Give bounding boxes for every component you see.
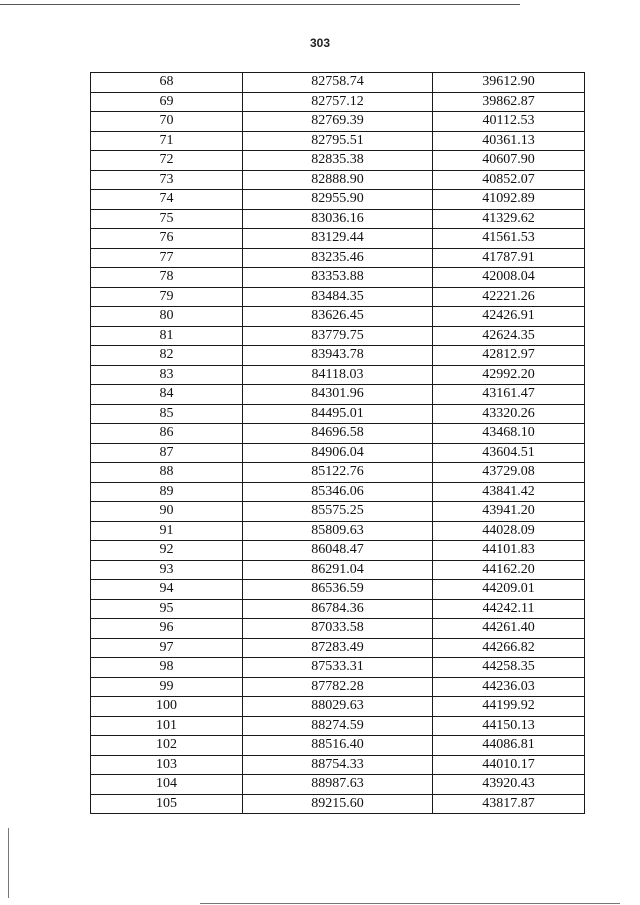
point-number-cell: 71 <box>91 131 243 151</box>
table-row <box>91 619 585 639</box>
table-row <box>91 73 585 93</box>
y-coordinate-cell: 42624.35 <box>433 326 585 346</box>
y-coordinate-cell: 44242.11 <box>433 599 585 619</box>
y-coordinate-cell: 43604.51 <box>433 443 585 463</box>
x-coordinate-cell: 83779.75 <box>243 326 433 346</box>
table-row <box>91 463 585 483</box>
point-number-cell: 92 <box>91 541 243 561</box>
table-row <box>91 599 585 619</box>
table-row <box>91 112 585 132</box>
x-coordinate-cell: 84118.03 <box>243 365 433 385</box>
y-coordinate-cell: 42426.91 <box>433 307 585 327</box>
y-coordinate-cell: 44258.35 <box>433 658 585 678</box>
point-number-cell: 75 <box>91 209 243 229</box>
point-number-cell: 97 <box>91 638 243 658</box>
point-number-cell: 83 <box>91 365 243 385</box>
point-number-cell: 78 <box>91 268 243 288</box>
point-number-cell: 79 <box>91 287 243 307</box>
x-coordinate-cell: 83484.35 <box>243 287 433 307</box>
y-coordinate-cell: 42992.20 <box>433 365 585 385</box>
table-row <box>91 677 585 697</box>
table-row <box>91 482 585 502</box>
x-coordinate-cell: 82835.38 <box>243 151 433 171</box>
top-border-line <box>0 4 520 5</box>
x-coordinate-cell: 83943.78 <box>243 346 433 366</box>
table-row <box>91 287 585 307</box>
y-coordinate-cell: 44236.03 <box>433 677 585 697</box>
x-coordinate-cell: 88274.59 <box>243 716 433 736</box>
y-coordinate-cell: 44150.13 <box>433 716 585 736</box>
y-coordinate-cell: 43468.10 <box>433 424 585 444</box>
y-coordinate-cell: 39862.87 <box>433 92 585 112</box>
x-coordinate-cell: 88754.33 <box>243 755 433 775</box>
point-number-cell: 73 <box>91 170 243 190</box>
x-coordinate-cell: 83626.45 <box>243 307 433 327</box>
y-coordinate-cell: 44101.83 <box>433 541 585 561</box>
y-coordinate-cell: 43817.87 <box>433 794 585 814</box>
y-coordinate-cell: 43729.08 <box>433 463 585 483</box>
point-number-cell: 102 <box>91 736 243 756</box>
y-coordinate-cell: 44261.40 <box>433 619 585 639</box>
x-coordinate-cell: 84906.04 <box>243 443 433 463</box>
x-coordinate-cell: 88516.40 <box>243 736 433 756</box>
table-row <box>91 365 585 385</box>
x-coordinate-cell: 83129.44 <box>243 229 433 249</box>
y-coordinate-cell: 40112.53 <box>433 112 585 132</box>
y-coordinate-cell: 44209.01 <box>433 580 585 600</box>
x-coordinate-cell: 87533.31 <box>243 658 433 678</box>
point-number-cell: 91 <box>91 521 243 541</box>
table-row <box>91 424 585 444</box>
point-number-cell: 86 <box>91 424 243 444</box>
x-coordinate-cell: 85575.25 <box>243 502 433 522</box>
x-coordinate-cell: 87033.58 <box>243 619 433 639</box>
y-coordinate-cell: 44028.09 <box>433 521 585 541</box>
point-number-cell: 99 <box>91 677 243 697</box>
x-coordinate-cell: 85122.76 <box>243 463 433 483</box>
point-number-cell: 81 <box>91 326 243 346</box>
table-row <box>91 404 585 424</box>
x-coordinate-cell: 83036.16 <box>243 209 433 229</box>
table-row <box>91 151 585 171</box>
y-coordinate-cell: 39612.90 <box>433 73 585 93</box>
y-coordinate-cell: 43320.26 <box>433 404 585 424</box>
y-coordinate-cell: 40607.90 <box>433 151 585 171</box>
point-number-cell: 68 <box>91 73 243 93</box>
point-number-cell: 74 <box>91 190 243 210</box>
y-coordinate-cell: 40361.13 <box>433 131 585 151</box>
table-row <box>91 248 585 268</box>
table-row <box>91 326 585 346</box>
table-row <box>91 346 585 366</box>
table-row <box>91 209 585 229</box>
point-number-cell: 77 <box>91 248 243 268</box>
left-margin-line <box>8 828 9 898</box>
y-coordinate-cell: 43841.42 <box>433 482 585 502</box>
y-coordinate-cell: 44266.82 <box>433 638 585 658</box>
point-number-cell: 70 <box>91 112 243 132</box>
point-number-cell: 105 <box>91 794 243 814</box>
table-row <box>91 736 585 756</box>
x-coordinate-cell: 84696.58 <box>243 424 433 444</box>
x-coordinate-cell: 83353.88 <box>243 268 433 288</box>
point-number-cell: 72 <box>91 151 243 171</box>
table-row <box>91 697 585 717</box>
y-coordinate-cell: 42812.97 <box>433 346 585 366</box>
point-number-cell: 82 <box>91 346 243 366</box>
y-coordinate-cell: 40852.07 <box>433 170 585 190</box>
table-row <box>91 268 585 288</box>
x-coordinate-cell: 84495.01 <box>243 404 433 424</box>
x-coordinate-cell: 88987.63 <box>243 775 433 795</box>
x-coordinate-cell: 86048.47 <box>243 541 433 561</box>
point-number-cell: 98 <box>91 658 243 678</box>
point-number-cell: 104 <box>91 775 243 795</box>
point-number-cell: 76 <box>91 229 243 249</box>
point-number-cell: 95 <box>91 599 243 619</box>
table-row <box>91 170 585 190</box>
x-coordinate-cell: 85346.06 <box>243 482 433 502</box>
table-row <box>91 658 585 678</box>
y-coordinate-cell: 41092.89 <box>433 190 585 210</box>
y-coordinate-cell: 41787.91 <box>433 248 585 268</box>
point-number-cell: 80 <box>91 307 243 327</box>
bottom-border-line <box>200 903 620 904</box>
x-coordinate-cell: 86784.36 <box>243 599 433 619</box>
y-coordinate-cell: 44010.17 <box>433 755 585 775</box>
table-row <box>91 385 585 405</box>
y-coordinate-cell: 43161.47 <box>433 385 585 405</box>
x-coordinate-cell: 82795.51 <box>243 131 433 151</box>
point-number-cell: 100 <box>91 697 243 717</box>
x-coordinate-cell: 87782.28 <box>243 677 433 697</box>
table-row <box>91 229 585 249</box>
table-body <box>91 73 585 814</box>
point-number-cell: 89 <box>91 482 243 502</box>
x-coordinate-cell: 82888.90 <box>243 170 433 190</box>
table-row <box>91 443 585 463</box>
point-number-cell: 94 <box>91 580 243 600</box>
y-coordinate-cell: 42008.04 <box>433 268 585 288</box>
point-number-cell: 90 <box>91 502 243 522</box>
x-coordinate-cell: 86291.04 <box>243 560 433 580</box>
x-coordinate-cell: 82769.39 <box>243 112 433 132</box>
x-coordinate-cell: 89215.60 <box>243 794 433 814</box>
point-number-cell: 101 <box>91 716 243 736</box>
y-coordinate-cell: 43941.20 <box>433 502 585 522</box>
y-coordinate-cell: 41329.62 <box>433 209 585 229</box>
y-coordinate-cell: 44162.20 <box>433 560 585 580</box>
y-coordinate-cell: 42221.26 <box>433 287 585 307</box>
x-coordinate-cell: 88029.63 <box>243 697 433 717</box>
point-number-cell: 85 <box>91 404 243 424</box>
table-row <box>91 190 585 210</box>
point-number-cell: 87 <box>91 443 243 463</box>
x-coordinate-cell: 84301.96 <box>243 385 433 405</box>
x-coordinate-cell: 83235.46 <box>243 248 433 268</box>
point-number-cell: 103 <box>91 755 243 775</box>
point-number-cell: 69 <box>91 92 243 112</box>
table-row <box>91 580 585 600</box>
x-coordinate-cell: 85809.63 <box>243 521 433 541</box>
coordinates-table <box>90 72 585 814</box>
x-coordinate-cell: 86536.59 <box>243 580 433 600</box>
y-coordinate-cell: 41561.53 <box>433 229 585 249</box>
point-number-cell: 84 <box>91 385 243 405</box>
table-row <box>91 521 585 541</box>
y-coordinate-cell: 44199.92 <box>433 697 585 717</box>
table-row <box>91 755 585 775</box>
point-number-cell: 96 <box>91 619 243 639</box>
table-row <box>91 775 585 795</box>
x-coordinate-cell: 82758.74 <box>243 73 433 93</box>
page-number: 303 <box>309 36 331 50</box>
point-number-cell: 88 <box>91 463 243 483</box>
y-coordinate-cell: 43920.43 <box>433 775 585 795</box>
x-coordinate-cell: 82757.12 <box>243 92 433 112</box>
table-row <box>91 794 585 814</box>
point-number-cell: 93 <box>91 560 243 580</box>
x-coordinate-cell: 82955.90 <box>243 190 433 210</box>
table-row <box>91 307 585 327</box>
table-row <box>91 131 585 151</box>
x-coordinate-cell: 87283.49 <box>243 638 433 658</box>
table-row <box>91 560 585 580</box>
table-row <box>91 92 585 112</box>
table-row <box>91 638 585 658</box>
table-row <box>91 502 585 522</box>
table-row <box>91 716 585 736</box>
y-coordinate-cell: 44086.81 <box>433 736 585 756</box>
table-row <box>91 541 585 561</box>
